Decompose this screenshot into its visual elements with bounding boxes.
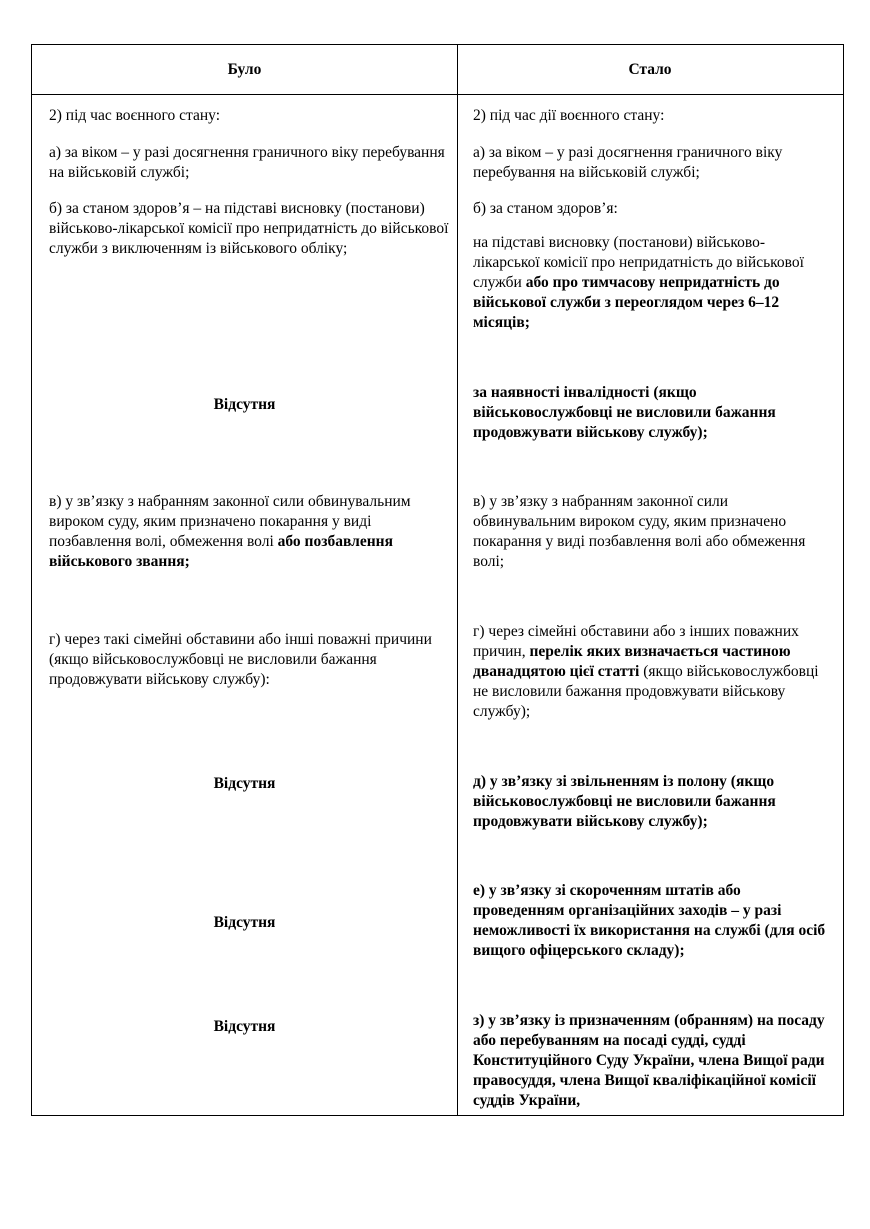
- column-divider: [457, 45, 458, 1115]
- right-item-g-bold: перелік яких визначається частиною дванадцятою цієї статті: [473, 643, 791, 680]
- left-absent-4: Відсутня: [213, 1018, 276, 1035]
- left-item-v-bold: або позбавлення військового звання;: [49, 533, 393, 570]
- right-item-b-bold: або про тимчасову непридатність до військової служби з переоглядом через 6–12 місяців;: [473, 274, 780, 331]
- right-item-e: е) у зв’язку зі скороченням штатів або проведенням організаційних заходів – у разі неможливості їх використання на службі (для осіб вищого офіцерського складу);: [473, 882, 826, 959]
- right-item-g-text-2: (якщо військовослужбовці не висловили бажання продовжувати військову службу);: [473, 663, 819, 720]
- header-after: Стало: [628, 60, 672, 78]
- right-item-b-detail: [473, 233, 831, 333]
- right-item-a: а) за віком – у разі досягнення граничного віку перебування на військовій службі;: [473, 144, 783, 181]
- right-item-d: д) у зв’язку зі звільненням із полону (якщо військовослужбовці не висловили бажання продовжувати військову службу);: [473, 773, 776, 830]
- left-absent-3: Відсутня: [213, 914, 276, 931]
- left-absent-1: Відсутня: [213, 396, 276, 413]
- left-item-b: б) за станом здоров’я – на підставі висновку (постанови) військово-лікарської комісії про непридатність до військової служби з виключенням із військового обліку;: [49, 200, 449, 257]
- right-item-g: [473, 622, 831, 722]
- left-item-2: 2) під час воєнного стану:: [49, 107, 220, 124]
- header-divider: [32, 94, 843, 95]
- right-item-g-text-1: г) через сімейні обставини або з інших поважних причин,: [473, 623, 799, 660]
- left-item-a: а) за віком – у разі досягнення граничного віку перебування на військовій службі;: [49, 144, 445, 181]
- right-item-z: з) у зв’язку із призначенням (обранням) на посаду або перебуванням на посаді судді, судді Конституційного Суду України, члена Вищої ради правосуддя, члена Вищої кваліфікаційної комісії суддів України,: [473, 1012, 825, 1109]
- header-before: Було: [227, 60, 262, 78]
- left-item-g: г) через такі сімейні обставини або інші поважні причини (якщо військовослужбовці не висловили бажання продовжувати військову службу):: [49, 631, 432, 688]
- right-item-b: б) за станом здоров’я:: [473, 200, 618, 217]
- right-item-2: 2) під час дії воєнного стану:: [473, 107, 665, 124]
- left-absent-2: Відсутня: [213, 775, 276, 792]
- left-item-v-text: в) у зв’язку з набранням законної сили обвинувальним вироком суду, яким призначено покарання у виді позбавлення волі, обмеження волі: [49, 493, 411, 550]
- left-item-v: [49, 492, 449, 572]
- comparison-table: [31, 44, 844, 1116]
- right-item-v: в) у зв’язку з набранням законної сили обвинувальним вироком суду, яким призначено покарання у виді позбавлення волі або обмеження волі;: [473, 493, 806, 570]
- right-item-b-text: на підставі висновку (постанови) військово-лікарської комісії про непридатність до військової служби: [473, 234, 804, 291]
- right-item-disability: за наявності інвалідності (якщо військовослужбовці не висловили бажання продовжувати військову службу);: [473, 384, 776, 441]
